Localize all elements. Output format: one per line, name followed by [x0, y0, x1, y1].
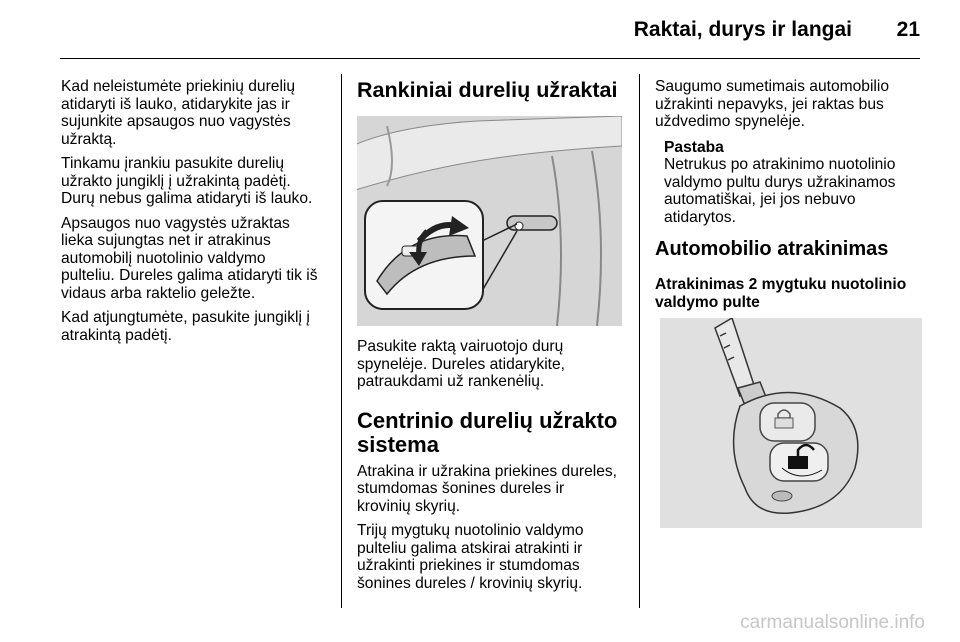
paragraph: Atrakina ir užrakina priekines dureles, stumdomas šonines dureles ir krovinių skyrių.	[357, 462, 618, 515]
paragraph: Tinkamu įrankiu pasukite durelių užrakto jungiklį į užrakintą padėtį. Durų nebus galima atidaryti iš lauko.	[61, 155, 313, 207]
column-divider	[341, 74, 342, 608]
remote-key-illustration	[660, 318, 922, 528]
watermark: carmanualsonline.info	[740, 612, 925, 633]
section-heading-central-locking: Centrinio durelių užrakto sistema	[357, 407, 618, 457]
note-text: Netrukus po atrakinimo nuotolinio valdymo pultu durys užrakinamos automatiškai, jei jos nebuvo atidarytos.	[664, 156, 896, 226]
remote-key-figure	[660, 318, 922, 528]
section-heading-manual-locks: Rankiniai durelių užraktai	[357, 78, 618, 102]
note-box	[655, 139, 930, 227]
column-2	[357, 78, 632, 599]
paragraph: Kad neleistumėte priekinių durelių atidaryti iš lauko, atidarykite jas ir sujunkite apsaugos nuo vagystės užraktą.	[61, 78, 296, 148]
note-label: Pastaba	[664, 138, 724, 156]
subheading-two-button-remote: Atrakinimas 2 mygtuku nuotolinio valdymo pulte	[655, 276, 907, 311]
door-handle-figure	[357, 116, 622, 326]
page-number: 21	[896, 18, 920, 41]
column-1	[61, 78, 331, 351]
door-lock-illustration	[357, 116, 622, 326]
paragraph: Apsaugos nuo vagystės užraktas lieka sujungtas net ir atrakinus automobilį nuotolinio valdymo pulteliu. Dureles galima atidaryti tik iš vidaus arba raktelio geležte.	[61, 214, 318, 302]
page-title: Raktai, durys ir langai	[633, 18, 852, 41]
section-heading-unlocking: Automobilio atrakinimas	[655, 238, 889, 260]
paragraph: Saugumo sumetimais automobilio užrakinti nepavyks, jei raktas bus uždvedimo spynelėje.	[655, 78, 890, 130]
column-3	[655, 78, 930, 311]
paragraph: Trijų mygtukų nuotolinio valdymo pulteliu galima atskirai atrakinti ir užrakinti priekines ir stumdomas šonines dureles / krovinių skyrių.	[357, 522, 584, 592]
paragraph: Kad atjungtumėte, pasukite jungiklį į atrakintą padėtį.	[61, 309, 310, 344]
figure-caption: Pasukite raktą vairuotojo durų spynelėje. Dureles atidarykite, patraukdami už rankenėlių.	[357, 338, 566, 390]
column-divider	[639, 74, 640, 608]
header-divider	[60, 58, 920, 59]
